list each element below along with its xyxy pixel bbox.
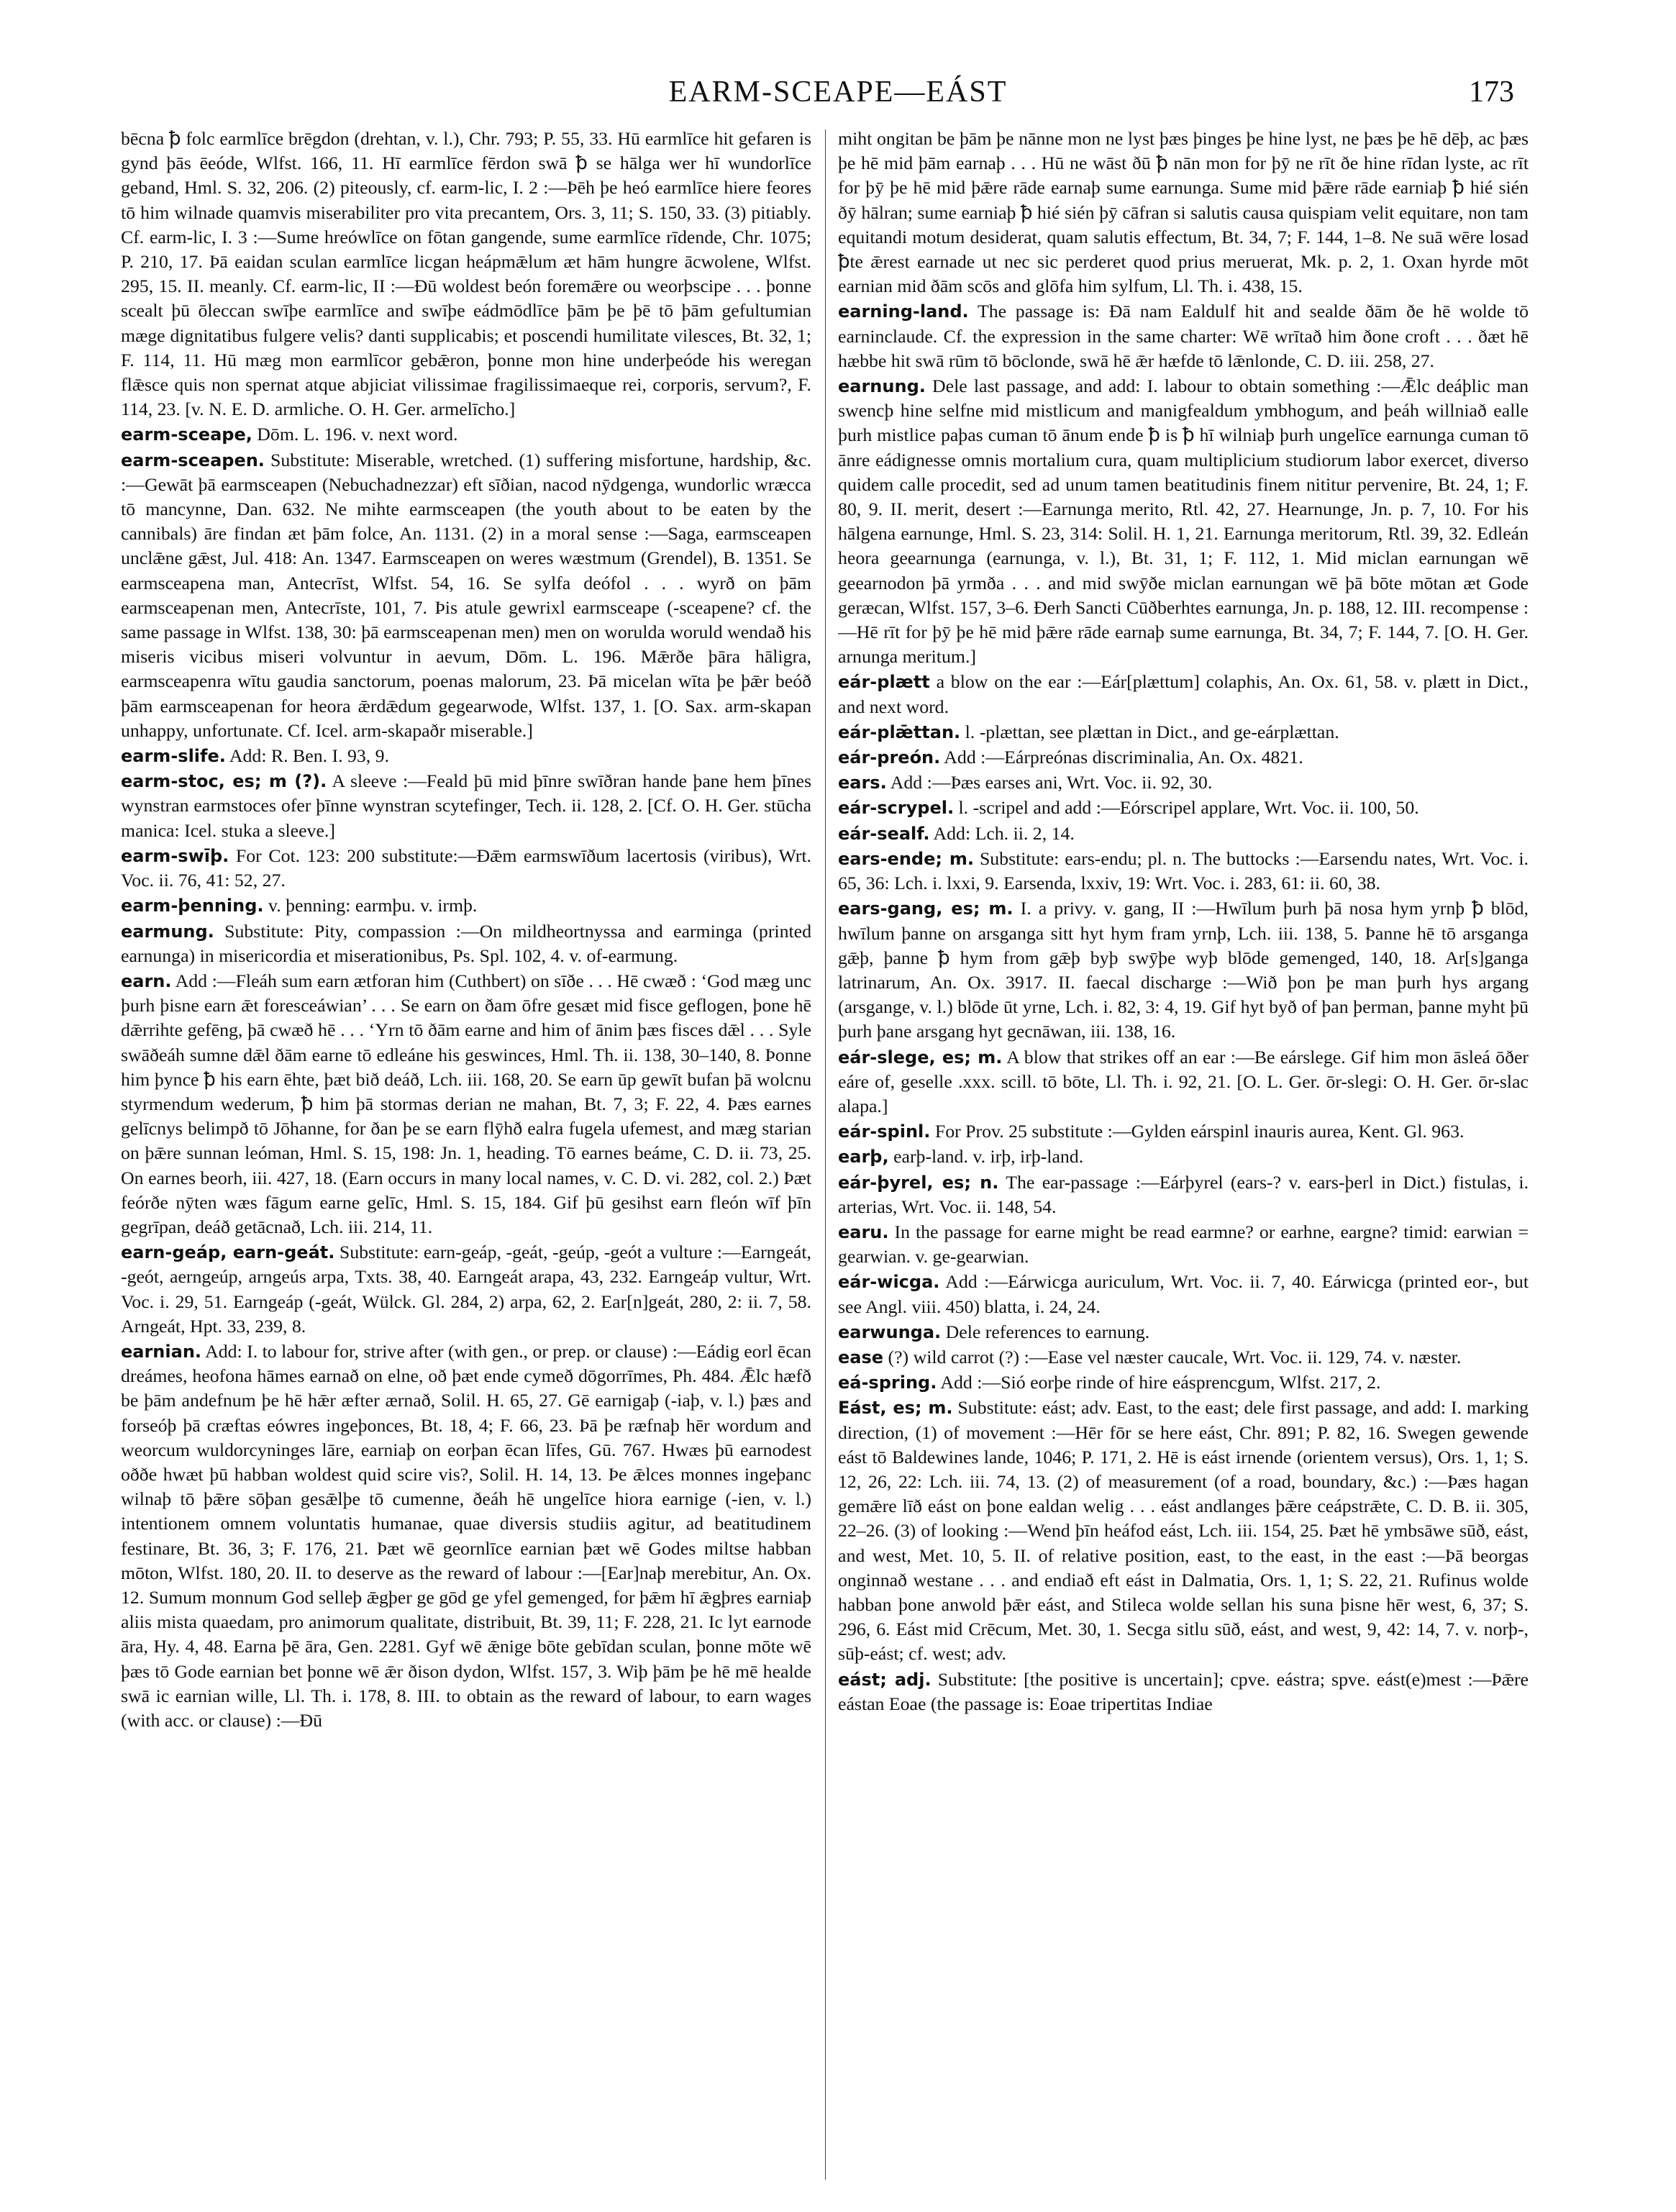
dictionary-entry (838, 670, 1529, 719)
entry-body: Substitute: [the positive is uncertain]; cpve. eástra; spve. eást(e)mest :—Þǣre eástan Eoae (the passage is: Eoae tripertitas Indiae (838, 1668, 1529, 1714)
entry-headword: eár-plætt (838, 672, 930, 693)
entry-body: Add :—Fleáh sum earn ætforan him (Cuthbert) on sīðe . . . Hē cwæð : ‘God mæg unc þurh þisne earn ǣt foresceáwian’ . . . Se earn on ðam ōfre gesæt mid fisce geflogen, þone hē dǣrrihte gefēng, þā cwæð hē . . . ‘Yrn tō ðām earne and him of ānim þæs fisces dǣl . . . Syle swāðeáh sumne dǣl ðām earne tō edleáne his geswinces, Hml. Th. ii. 138, 30–140, 8. Þonne him þynce ꝥ his earn ēhte, þæt bið deáð, Lch. iii. 168, 20. Se earn ūp gewīt bufan þā wolcnu styrmendum wederum, ꝥ him þā stormas derian ne mahan, Bt. 7, 3; F. 22, 4. Þæs earnes gelīcnys belimpð tō Jōhanne, for ðan þe se earn flȳhð ealra fugela ufemest, and mæg starian on þǣre sunnan leóman, Hml. S. 15, 198: Jn. 1, heading. Tō earnes beáme, C. D. ii. 73, 25. On earnes beorh, iii. 427, 18. (Earn occurs in many local names, v. C. D. vi. 282, col. 2.) Þæt feórðe nȳten wæs fāgum earne gelīc, Hml. S. 15, 184. Gif þū gesihst earn fleón wīf þīn gegrīpan, deáð getācnað, Lch. iii. 214, 11. (121, 970, 811, 1237)
dictionary-entry (838, 1119, 1529, 1144)
entry-headword: earm-sceapen. (121, 450, 265, 470)
dictionary-entry (838, 374, 1529, 669)
entry-body: Dōm. L. 196. v. next word. (257, 424, 458, 445)
dictionary-entry (838, 1396, 1529, 1666)
dictionary-entry (121, 844, 811, 893)
entry-headword: earn-geáp, earn-geát. (121, 1242, 335, 1263)
entry-body: For Prov. 25 substitute :—Gylden eárspinl inauris aurea, Kent. Gl. 963. (934, 1121, 1465, 1142)
dictionary-entry (838, 1370, 1529, 1395)
dictionary-entry (121, 969, 811, 1239)
dictionary-entry (838, 1170, 1529, 1219)
entry-body: Add :—Eárwicga auriculum, Wrt. Voc. ii. 7, 40. Eárwicga (printed eor-, but see Angl. viii. 450) blatta, i. 24, 24. (838, 1271, 1529, 1317)
entry-body: I. a privy. v. gang, II :—Hwīlum þurh þā nosa hym yrnþ ꝥ blōd, hwīlum þanne on arsganga sitt hyt hym fram yrnþ, Lch. iii. 138, 5. Þanne hē tō arsganga gǣþ, þanne ꝥ hym from gǣþ byþ swȳþe wyþ blōde gemenged, 140, 18. Ar[s]ganga latrinarum, An. Ox. 3917. II. faecal discharge :—Wið þon þe man þurh hys argang (arsgange, v. l.) blōde ūt yrne, Lch. i. 82, 3: 4, 19. Gif hyt byð of þan þerman, þanne myht þū þurh þane arsgang hyt gecnāwan, iii. 138, 16. (838, 898, 1529, 1042)
column-divider (825, 129, 826, 2180)
dictionary-entry (121, 769, 811, 843)
entry-headword: earm-þenning. (121, 896, 264, 916)
entry-body: Substitute: Pity, compassion :—On mildheortnyssa and earminga (printed earnunga) in misericordia et miserationibus, Ps. Spl. 102, 4. v. of-earmung. (121, 920, 811, 966)
dictionary-entry (121, 1339, 811, 1733)
entry-headword: eár-scrypel. (838, 798, 955, 819)
dictionary-entry (838, 299, 1529, 373)
dictionary-entry (838, 847, 1529, 896)
running-head (0, 69, 1676, 112)
entry-headword: earnian. (121, 1341, 202, 1362)
entry-body: miht ongitan be þām þe nānne mon ne lyst þæs þinges þe hine lyst, ne þæs þe hē dēþ, ac þæs þe hē mid þām earnaþ . . . Hū ne wāst ðū ꝥ nān mon for þȳ ne rīt ðe hine rīdan lyste, ac rīt for þȳ þe hē mid þǣre rāde earnaþ sume earnunga. Sume mid þǣre rāde earniaþ ꝥ hié sién ðȳ hālran; sume earniaþ ꝥ hié sién þȳ cāfran si salutis causa quispiam velit equitare, non tam equitandi motum desiderat, quam salutis effectum, Bt. 34, 7; F. 144, 1–8. Ne suā wēre losad ꝥte ǣrest earnade ut nec sic perderet quod prius meruerat, Mk. p. 2, 1. Oxan hyrde mōt earnian mid ðām scōs and glōfa him sylfum, Ll. Th. i. 438, 15. (838, 128, 1529, 297)
entry-body: Add :—Þæs earses ani, Wrt. Voc. ii. 92, 30. (890, 772, 1213, 793)
dictionary-entry (838, 821, 1529, 846)
page-title: EARM-SCEAPE—EÁST (668, 76, 1008, 109)
entry-headword: earmung. (121, 921, 214, 942)
dictionary-entry (838, 127, 1529, 299)
entry-headword: eár-plǣttan. (838, 722, 961, 742)
dictionary-entry (838, 1667, 1529, 1716)
entry-headword: eá-spring. (838, 1373, 937, 1393)
entry-headword: earnung. (838, 376, 926, 397)
entry-headword: eár-spinl. (838, 1121, 931, 1142)
entry-body: Substitute: earn-geáp, -geát, -geúp, -geót a vulture :—Earngeát, -geót, aerngeúp, arngeús arpa, Txts. 38, 40. Earngeát arapa, 43, 232. Earngeáp vultur, Wrt. Voc. i. 29, 51. Earngeáp (-geát, Wülck. Gl. 284, 2) arpa, 62, 2. Ear[n]geát, 280, 2: ii. 7, 58. Arngeát, Hpt. 33, 239, 8. (121, 1242, 811, 1337)
left-column (121, 127, 811, 2184)
dictionary-entry (121, 422, 811, 447)
dictionary-entry (838, 1220, 1529, 1269)
entry-headword: earm-sceape, (121, 424, 252, 445)
dictionary-entry (121, 127, 811, 422)
entry-headword: ease (838, 1347, 884, 1367)
entry-body: Add :—Eárpreónas discriminalia, An. Ox. 4821. (944, 747, 1303, 768)
entry-headword: eár-wicga. (838, 1272, 940, 1293)
entry-body: l. -plættan, see plættan in Dict., and ge-eárplættan. (965, 721, 1339, 742)
entry-body: bēcna ꝥ folc earmlīce brēgdon (drehtan, v. l.), Chr. 793; P. 55, 33. Hū earmlīce hit gefaren is gynd þās ēeóde, Wlfst. 166, 11. Hī earmlīce fērdon swā ꝥ se hālga wer hī wundorlīce geband, Hml. S. 32, 206. (2) piteously, cf. earm-lic, I. 2 :—Þēh þe heó earmlīce hiere feores tō him wilnade quamvis miserabiliter pro vita precantem, Ors. 3, 11; S. 150, 33. (3) pitiably. Cf. earm-lic, I. 3 :—Sume hreówlīce on fōtan gangende, sume earmlīce rīdende, Chr. 1075; P. 210, 17. Þā eaidan sculan earmlīce licgan heápmǣlum æt hām hungre ācwolene, Wlfst. 295, 15. II. meanly. Cf. earm-lic, II :—Ðū woldest beón foremǣre ou weorþscipe . . . þonne scealt þū ōleccan swīþe earmlīce and swīþe eádmōdlīce þām þe þē tō þām gefultumian mæge dignitatibus fulgere velis? danti supplicabis; et poscendi humilitate vilesces, Bt. 32, 1; F. 114, 11. Hū mæg mon earmlīcor gebǣron, þonne mon hine underþeóde his weregan flǣsce quis non spernat atque abjiciat vilissimae fragilissimaeque rei, corporis, servum?, F. 114, 23. [v. N. E. D. armliche. O. H. Ger. armelīcho.] (121, 128, 811, 420)
entry-body: The ear-passage :—Eárþyrel (ears-? v. ears-þerl in Dict.) fistulas, i. arterias, Wrt. Voc. ii. 148, 54. (838, 1171, 1529, 1217)
dictionary-entry (838, 720, 1529, 745)
dictionary-entry (838, 1320, 1529, 1344)
right-column (838, 127, 1529, 2184)
entry-headword: earm-slife. (121, 746, 226, 767)
entry-headword: earm-stoc, es; m (?). (121, 771, 327, 792)
entry-body: In the passage for earne might be read earmne? or earhne, eargne? timid: earwian = gearwian. v. ge-gearwian. (838, 1221, 1529, 1267)
entry-headword: earn. (121, 970, 172, 991)
dictionary-entry (121, 1240, 811, 1339)
entry-body: Dele last passage, and add: I. labour to obtain something :—Ǣlc deáþlic man swencþ hine selfne mid mistlicum and manigfealdum ymbhogum, and þeáh willniað ealle þurh mistlice paþas cuman tō ānum ende ꝥ is ꝥ hī wilniaþ þurh ungelīce earnunga cuman tō ānre eádignesse omnis mortalium cura, quam multiplicium studiorum labor exercet, diverso quidem calle procedit, sed ad unum tamen beatitudinis finem nititur pervenire, Bt. 24, 1; F. 80, 9. II. merit, desert :—Earnunga merito, Rtl. 42, 27. Hearnunge, Jn. p. 7, 10. For his hālgena earnunge, Hml. S. 23, 314: Solil. H. 1, 21. Earnunga meritorum, Rtl. 39, 32. Edleán heora geearnunga (earnunga, v. l.), Bt. 31, 1; F. 112, 1. Mid miclan earnungan wē geearnodon þā yrmða . . . and mid swȳðe miclan earnungan wē þā bōte mōtan æt Gode geræcan, Wlfst. 157, 3–6. Ðerh Sancti Cūðberhtes earnunga, Jn. p. 188, 12. III. recompense :—Hē rīt for þȳ þe hē mid þǣre rāde earnaþ sume earnunga, Bt. 34, 7; F. 144, 7. [O. H. Ger. arnunga meritum.] (838, 376, 1529, 668)
entry-headword: earning-land. (838, 301, 969, 322)
entry-headword: Eást, es; m. (838, 1398, 953, 1419)
entry-body: The passage is: Ðā nam Ealdulf hit and sealde ðām ðe hē wolde tō earninclaude. Cf. the expression in the same charter: Wē wrītað him ðone croft . . . ðæt hē hæbbe hit swā rūm tō bōclonde, swā hē ǣr hæfde tō lǣnlonde, C. D. iii. 258, 27. (838, 301, 1529, 371)
entry-headword: eár-slege, es; m. (838, 1047, 1003, 1068)
page-number: 173 (1469, 76, 1514, 109)
dictionary-entry (838, 745, 1529, 770)
entry-headword: eár-sealf. (838, 823, 930, 844)
entry-body: Substitute: eást; adv. East, to the east; dele first passage, and add: I. marking direction, (1) of movement :—Hēr fōr se here eást, Chr. 891; P. 82, 16. Swegen gewende eást tō Baldewines lande, 1046; P. 171, 2. Hē is eást irnende (orientem versus), Ors. 1, 1; S. 12, 26, 22: Lch. iii. 74, 13. (2) of measurement (of a road, boundary, &c.) :—Þæs hagan gemǣre līð eást on þone ealdan welig . . . eást andlanges þǣre ceápstrǣte, C. D. B. ii. 305, 22–26. (3) of looking :—Wend þīn heáfod eást, Lch. iii. 154, 25. Þæt hē ymbsāwe sūð, eást, and west, Met. 10, 5. II. of relative position, east, to the east, in the east :—Þā beorgas onginnað westane . . . and endiað eft eást in Dalmatia, Ors. 1, 1; S. 22, 21. Rufinus wolde habban þone anwold þǣr eást, and Stileca wolde sellan his suna þisne hēr west, 6, 37; S. 296, 6. Eást mid Crēcum, Met. 30, 1. Secga sitlu sūð, eást, and west, 9, 42: 14, 7. v. norþ-, sūþ-eást; cf. west; adv. (838, 1397, 1529, 1665)
entry-body: Add: R. Ben. I. 93, 9. (229, 745, 390, 767)
entry-headword: ears-ende; m. (838, 848, 974, 869)
entry-body: Substitute: Miserable, wretched. (1) suffering misfortune, hardship, &c. :—Gewāt þā earmsceapen (Nebuchadnezzar) eft sīðian, nacod nȳdgenga, wundorlic wræcca tō mancynne, Dan. 632. Ne mihte earmsceapen (the youth about to be eaten by the cannibals) āre findan æt þām folce, An. 1131. (2) in a moral sense :—Saga, earmsceapen unclǣne gǣst, Jul. 418: An. 1347. Earmsceapen on weres wæstmum (Grendel), B. 1351. Se earmsceapena man, Antecrīst, Wlfst. 54, 16. Se sylfa deófol . . . wyrð on þām earmsceapenan men, Antecrīste, 101, 7. Þis atule gewrixl earmsceape (-sceapene? cf. the same passage in Wlfst. 138, 30: þā earmsceapenan men) men on worulda woruld wendað his miseris vicibus miseri volvuntur in aevum, Dōm. L. 196. Mǣrðe þāra hāligra, earmsceapenra wītu gaudia sanctorum, poenas malorum, 23. Þā micelan wīta þe þǣr beóð þām earmsceapenan for heora ǣrdǣdum gegearwode, Wlfst. 137, 1. [O. Sax. arm-skapan unhappy, unfortunate. Cf. Icel. arm-skapaðr miserable.] (121, 449, 811, 741)
entry-headword: earu. (838, 1221, 889, 1242)
dictionary-entry (121, 744, 811, 768)
entry-body: earþ-land. v. irþ, irþ-land. (893, 1146, 1084, 1168)
entry-body: v. þenning: earmþu. v. irmþ. (268, 895, 478, 916)
dictionary-entry (121, 893, 811, 918)
entry-body: a blow on the ear :—Eár[plættum] colaphis, An. Ox. 61, 58. v. plætt in Dict., and next word. (838, 671, 1529, 717)
dictionary-entry (838, 796, 1529, 820)
entry-headword: ears. (838, 773, 887, 793)
entry-body: Dele references to earnung. (945, 1321, 1150, 1342)
entry-body: Substitute: ears-endu; pl. n. The buttocks :—Earsendu nates, Wrt. Voc. i. 65, 36: Lch. i. lxxi, 9. Earsenda, lxxiv, 19: Wrt. Voc. i. 283, 61: ii. 60, 38. (838, 847, 1529, 894)
dictionary-entry (838, 1045, 1529, 1119)
entry-body: A blow that strikes off an ear :—Be eárslege. Gif him mon āsleá ōðer eáre of, geselle .xxx. scill. tō bōte, Ll. Th. i. 92, 21. [O. L. Ger. ōr-slegi: O. H. Ger. ōr-slac alapa.] (838, 1046, 1529, 1116)
dictionary-entry (838, 1270, 1529, 1319)
entry-headword: earm-swīþ. (121, 845, 229, 866)
dictionary-entry (838, 1144, 1529, 1169)
dictionary-entry (838, 896, 1529, 1044)
entry-headword: eár-þyrel, es; n. (838, 1172, 999, 1193)
entry-headword: eár-preón. (838, 747, 941, 768)
entry-body: For Cot. 123: 200 substitute:—Ðǣm earmswīðum lacertosis (viribus), Wrt. Voc. ii. 76, 41: 52, 27. (121, 845, 811, 891)
entry-body: l. -scripel and add :—Eórscripel applare, Wrt. Voc. ii. 100, 50. (958, 797, 1419, 819)
entry-body: (?) wild carrot (?) :—Ease vel næster caucale, Wrt. Voc. ii. 129, 74. v. næster. (888, 1346, 1462, 1367)
entry-headword: ears-gang, es; m. (838, 898, 1014, 919)
entry-body: A sleeve :—Feald þū mid þīnre swīðran hande þane hem þīnes wynstran earmstoces ofer þīnne wynstran scytefinger, Tech. ii. 128, 2. [Cf. O. H. Ger. stūcha manica: Icel. stuka a sleeve.] (121, 770, 811, 841)
entry-body: Add: Lch. ii. 2, 14. (933, 822, 1075, 844)
entry-body: Add :—Sió eorþe rinde of hire eásprencgum, Wlfst. 217, 2. (940, 1372, 1381, 1393)
dictionary-entry (121, 919, 811, 968)
dictionary-entry (838, 770, 1529, 795)
entry-headword: earþ, (838, 1147, 889, 1168)
dictionary-entry (121, 448, 811, 743)
entry-headword: eást; adj. (838, 1669, 932, 1690)
dictionary-entry (838, 1345, 1529, 1370)
entry-headword: earwunga. (838, 1321, 942, 1342)
entry-body: Add: I. to labour for, strive after (with gen., or prep. or clause) :—Eádig eorl ēcan dreámes, heofona hāmes earnað on elne, oð þæt ende cymeð dōgorrīmes, Ph. 484. Ǣlc hæfð be þām andefnum þe hē hǣr æfter ærnað, Solil. H. 65, 27. Gē earnigaþ (-iaþ, v. l.) þæs and forseóþ þā cræftas eówres ingeþonces, Bt. 18, 4; F. 66, 23. Þā þe ræfnaþ hēr wordum and weorcum wuldorcyninges lāre, earniaþ on eorþan ēcan līfes, Gū. 767. Hwæs þū earnodest oððe hwæt þū habban woldest quid scire vis?, Solil. H. 14, 13. Þe ǣlces monnes ingeþanc wilnaþ tō þǣre sōþan gesǣlþe tō cumenne, ðeáh hē ungelīce hiora earnige (-ien, v. l.) intentionem omnem voluntatis humanae, quae diversis studiis agitur, ad beatitudinem festinare, Bt. 36, 3; F. 176, 21. Þæt wē geornlīce earnian þæt wē Godes miltse habban mōton, Wlfst. 180, 20. II. to deserve as the reward of labour :—[Ear]naþ merebitur, An. Ox. 12. Sumum monnum God selleþ ǣgþer ge gōd ge yfel gemenged, for þǣm hī ǣgþres earniaþ aliis mista quaedam, pro animorum qualitate, distribuit, Bt. 39, 11; F. 228, 21. Ic lyt earnode āra, Hy. 4, 48. Earna þē āra, Gen. 2281. Gyf wē ǣnige bōte gebīdan sculan, þonne mōte wē þæs tō Gode earnian bet þonne wē ǣr ðison dydon, Wlfst. 157, 3. Wiþ þām þe hē mē healde swā ic earnian wille, Ll. Th. i. 178, 8. III. to obtain as the reward of labour, to earn wages (with acc. or clause) :—Ðū (121, 1340, 811, 1731)
